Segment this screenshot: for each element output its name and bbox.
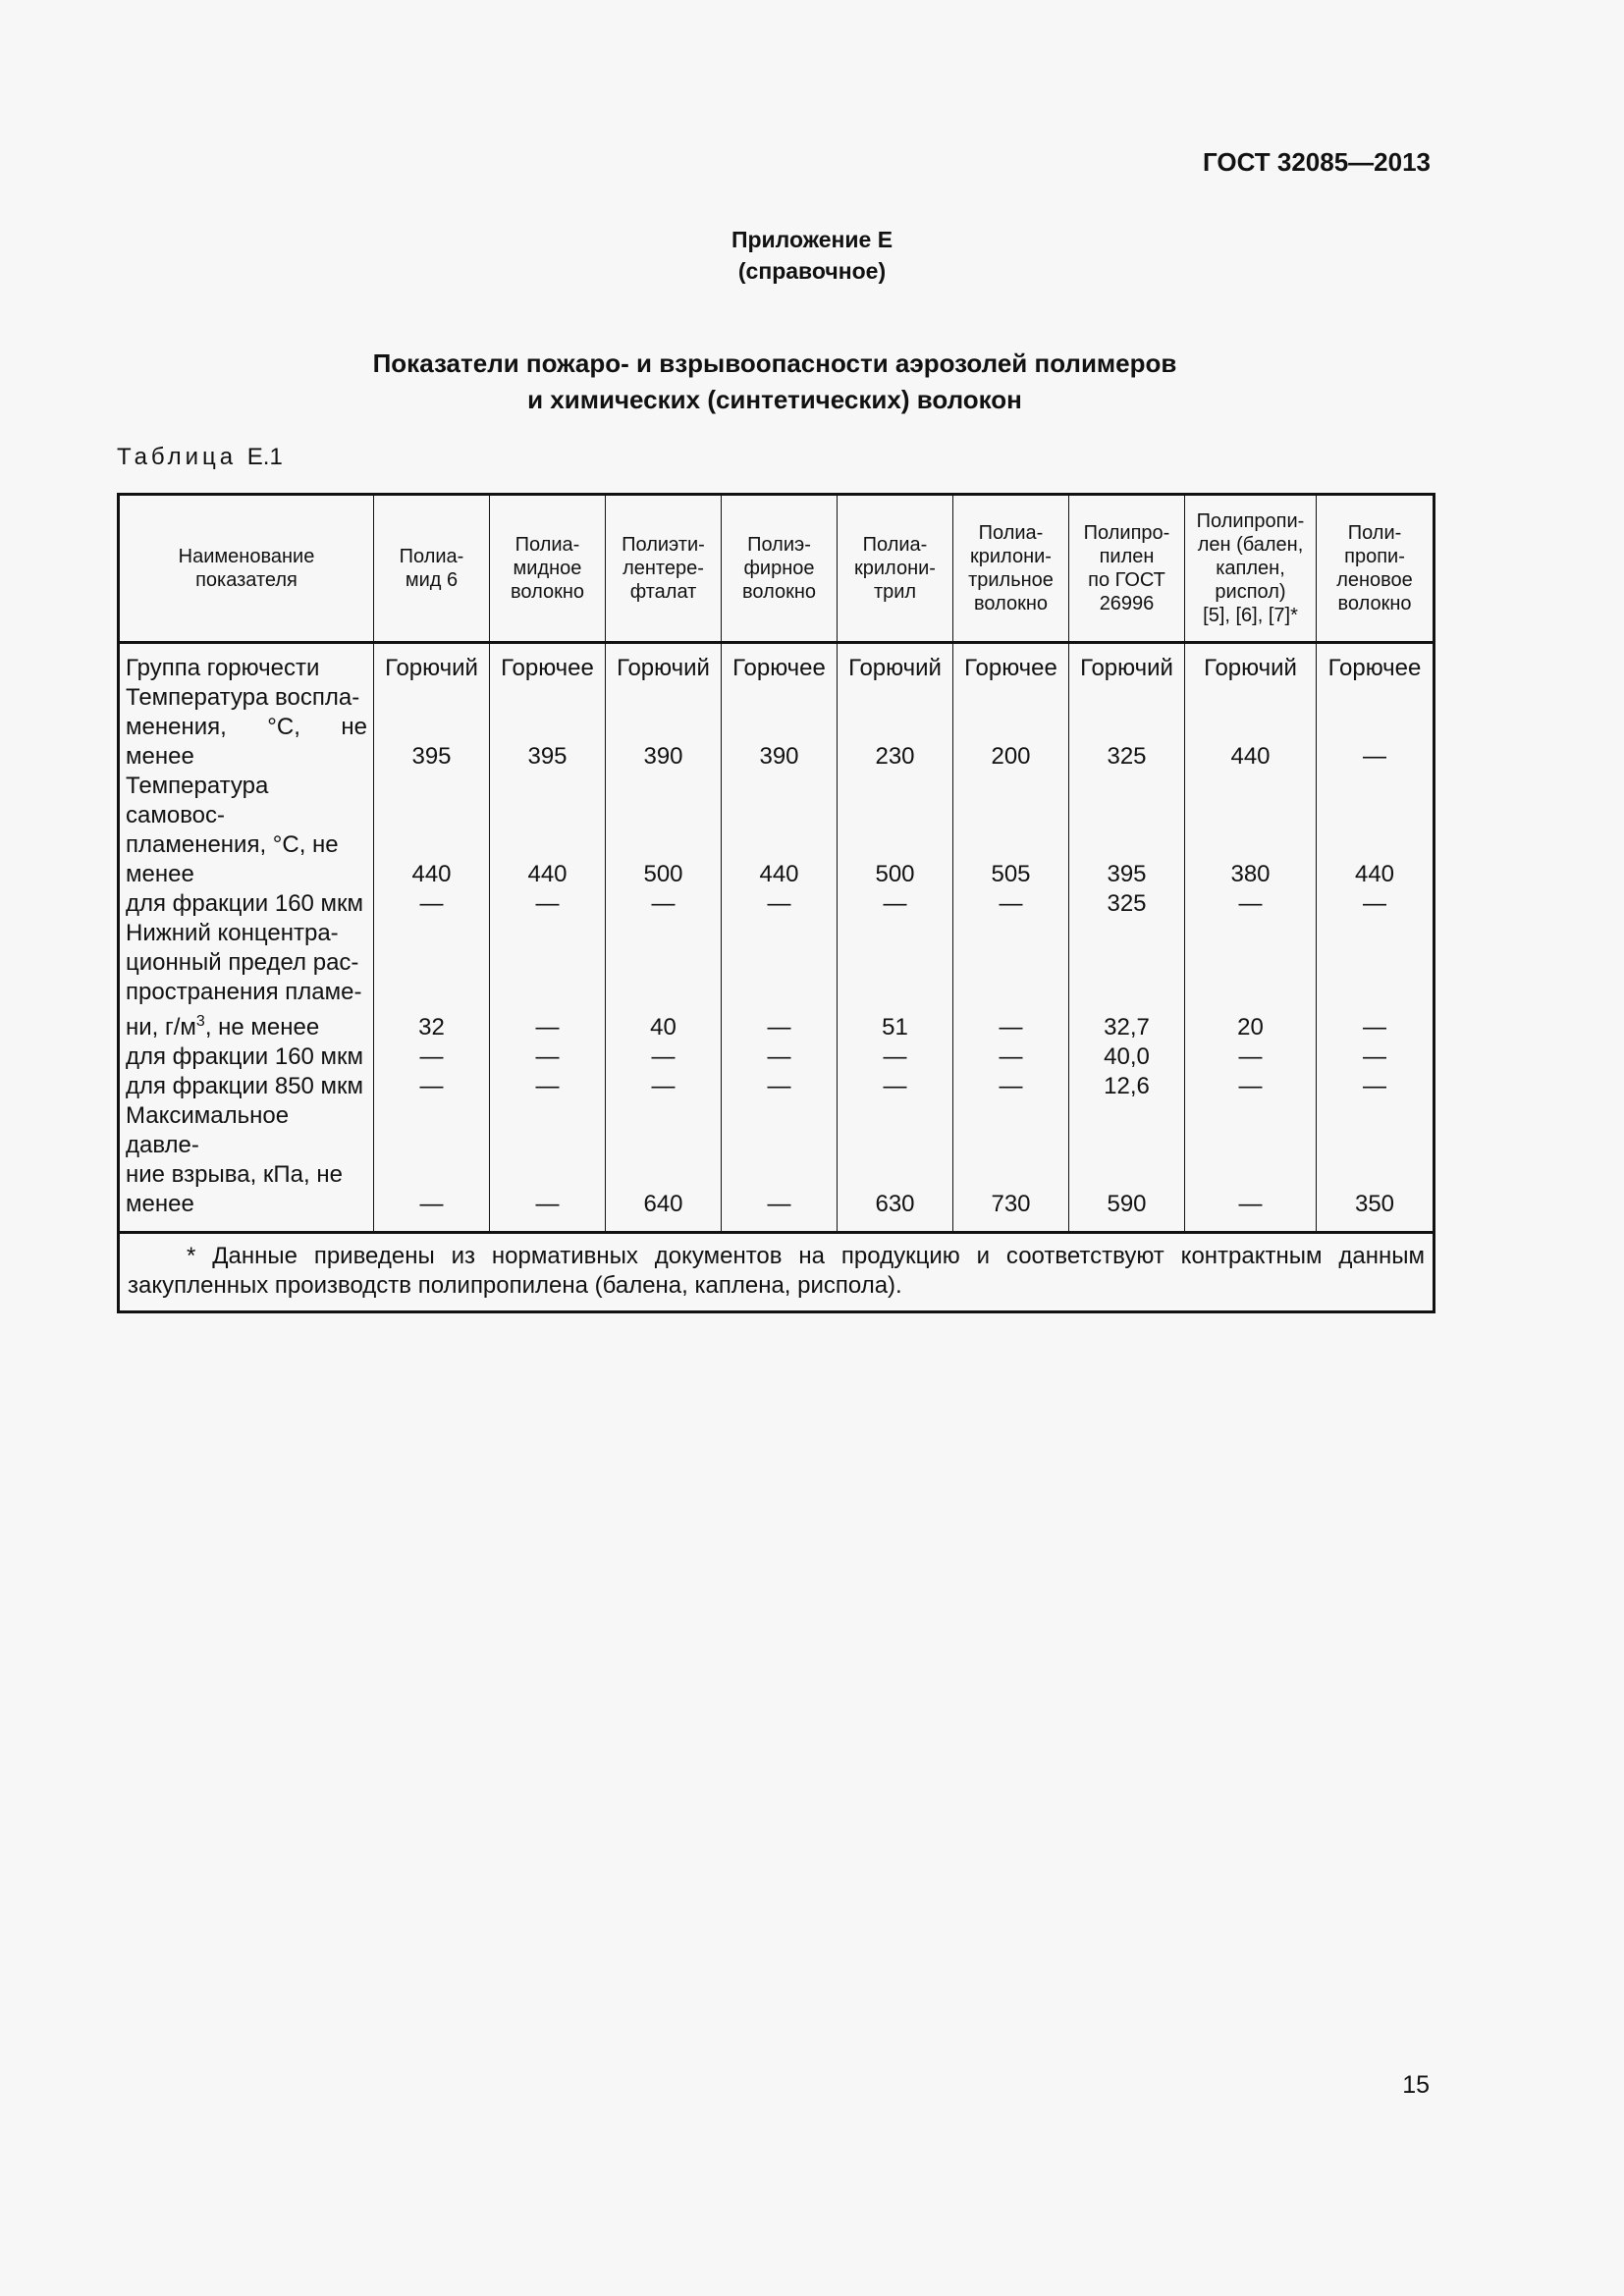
table-caption [117, 444, 283, 471]
column-header-line: Полипро- [1083, 522, 1170, 544]
annex-heading [0, 224, 1624, 287]
row-label-line [126, 1007, 367, 1042]
table-cell: — [490, 919, 606, 1042]
table-cell: 40,0 [1069, 1042, 1185, 1072]
column-header-line: мидное [513, 558, 582, 579]
indicators-table [117, 493, 1435, 1313]
column-header-line: пропи- [1344, 546, 1405, 567]
table-cell: — [1317, 1042, 1435, 1072]
table-cell: Горючий [374, 643, 490, 684]
table-cell: 230 [838, 683, 953, 772]
table-cell: 590 [1069, 1101, 1185, 1233]
table-cell: 395 [490, 683, 606, 772]
row-label-line: менения, °С, не менее [126, 714, 367, 770]
table-cell: — [722, 919, 838, 1042]
table-cell: Горючий [606, 643, 722, 684]
row-label-unit: ни, г/м [126, 1014, 196, 1041]
row-label [119, 683, 374, 772]
table-row [119, 1042, 1435, 1072]
table-cell: 500 [606, 772, 722, 889]
document-title-line-2: и химических (синтетических) волокон [527, 385, 1022, 414]
table-footnote: * Данные приведены из нормативных документов на продукцию и соответствуют контрактным данным закупленных производств полипропилена (балена, каплена, риспола). [119, 1233, 1435, 1312]
table-cell: — [838, 889, 953, 919]
table-cell: — [953, 919, 1069, 1042]
column-header-line: показателя [195, 569, 298, 591]
table-cell: 40 [606, 919, 722, 1042]
table-cell: Горючее [490, 643, 606, 684]
column-header-material [722, 495, 838, 643]
table-cell: Горючий [1185, 643, 1317, 684]
table-cell: — [953, 1042, 1069, 1072]
table-row [119, 683, 1435, 772]
column-header-line: Поли- [1347, 522, 1402, 544]
table-cell: — [1317, 889, 1435, 919]
row-label-line: ние взрыва, кПа, не [126, 1161, 343, 1188]
table-cell: 390 [722, 683, 838, 772]
table-cell: 380 [1185, 772, 1317, 889]
table-cell: 440 [1185, 683, 1317, 772]
table-cell: 500 [838, 772, 953, 889]
column-header-line: фирное [743, 558, 815, 579]
table-cell: — [490, 1072, 606, 1101]
row-label-suffix: , не менее [204, 1014, 320, 1041]
table-cell: — [374, 1042, 490, 1072]
column-header-material [606, 495, 722, 643]
column-header-line: мид 6 [405, 569, 459, 591]
table-cell: 440 [490, 772, 606, 889]
row-label-superscript: 3 [195, 1013, 205, 1030]
column-header-line: лентере- [623, 558, 704, 579]
table-cell: — [1185, 1042, 1317, 1072]
column-header-line: Полиа- [978, 522, 1044, 544]
column-header-line: волокно [1337, 593, 1412, 614]
table-cell: Горючее [1317, 643, 1435, 684]
table-cell: 200 [953, 683, 1069, 772]
table-cell: — [490, 1042, 606, 1072]
column-header-line: крилони- [854, 558, 936, 579]
column-header-material [838, 495, 953, 643]
column-header-material [1185, 495, 1317, 643]
column-header-line: каплен, [1216, 558, 1285, 579]
row-label-line: для фракции 160 мкм [126, 1043, 364, 1070]
table-cell: Горючее [722, 643, 838, 684]
document-title-line-1: Показатели пожаро- и взрывоопасности аэрозолей полимеров [372, 348, 1177, 378]
table-cell: 32 [374, 919, 490, 1042]
column-header-material [1317, 495, 1435, 643]
table-row [119, 1101, 1435, 1233]
column-header-line: Полиа- [514, 534, 580, 556]
table-cell: — [722, 1101, 838, 1233]
table-cell: 440 [1317, 772, 1435, 889]
column-header-line: Полипропи- [1196, 510, 1305, 532]
table-cell: — [1317, 1072, 1435, 1101]
column-header-line: Полиэ- [747, 534, 811, 556]
table-cell: 32,7 [1069, 919, 1185, 1042]
column-header-line: 26996 [1099, 593, 1155, 614]
table-cell: — [1317, 919, 1435, 1042]
row-label-line: пространения пламе- [126, 979, 362, 1005]
column-header-line: Полиа- [399, 546, 464, 567]
table-cell: — [606, 1042, 722, 1072]
table-cell: 395 [1069, 772, 1185, 889]
column-header-line: крилони- [970, 546, 1052, 567]
table-cell: 325 [1069, 889, 1185, 919]
column-header-material [490, 495, 606, 643]
column-header-line: лен (бален, [1197, 534, 1304, 556]
column-header-indicator [119, 495, 374, 643]
row-label-line: менее [126, 1191, 194, 1217]
table-cell: 51 [838, 919, 953, 1042]
table-cell: — [722, 889, 838, 919]
table-cell: 325 [1069, 683, 1185, 772]
table-cell: — [1185, 1101, 1317, 1233]
row-label [119, 1072, 374, 1101]
column-header-line: [5], [6], [7]* [1203, 605, 1298, 626]
table-caption-word: Таблица [117, 444, 238, 470]
row-label-line: Максимальное давле- [126, 1102, 290, 1158]
table-row [119, 889, 1435, 919]
table-cell: — [374, 1101, 490, 1233]
table-cell: 505 [953, 772, 1069, 889]
table-cell: 350 [1317, 1101, 1435, 1233]
table-row [119, 772, 1435, 889]
column-header-line: фталат [629, 581, 697, 603]
row-label [119, 1101, 374, 1233]
table-cell: — [838, 1042, 953, 1072]
table-cell: Горючий [1069, 643, 1185, 684]
row-label [119, 772, 374, 889]
page-number: 15 [1402, 2071, 1430, 2099]
table-footnote-row [119, 1233, 1435, 1312]
table-cell: 12,6 [1069, 1072, 1185, 1101]
column-header-line: трил [873, 581, 917, 603]
table-cell: — [722, 1042, 838, 1072]
row-label-line: Температура воспла- [126, 684, 360, 711]
table-header-row [119, 495, 1435, 643]
column-header-line: риспол) [1215, 581, 1286, 603]
table-cell: 730 [953, 1101, 1069, 1233]
table-row [119, 1072, 1435, 1101]
row-label-line: Температура самовос- [126, 773, 269, 828]
column-header-line: Полиэти- [622, 534, 705, 556]
table-caption-number: Е.1 [246, 444, 283, 470]
table-body [119, 643, 1435, 1233]
column-header-material [953, 495, 1069, 643]
column-header-line: трильное [968, 569, 1054, 591]
row-label [119, 1042, 374, 1072]
row-label-line: Нижний концентра- [126, 920, 339, 946]
table-cell: — [374, 1072, 490, 1101]
table-cell: — [490, 889, 606, 919]
annex-subtitle: (справочное) [737, 258, 887, 284]
row-label [119, 889, 374, 919]
table-cell: Горючее [953, 643, 1069, 684]
row-label-line: менее [126, 861, 194, 887]
column-header-line: леновое [1336, 569, 1413, 591]
table-cell: — [953, 1072, 1069, 1101]
column-header-line: по ГОСТ [1088, 569, 1165, 591]
column-header-material [1069, 495, 1185, 643]
table-cell: 20 [1185, 919, 1317, 1042]
row-label-line: для фракции 850 мкм [126, 1073, 364, 1099]
table-cell: — [1185, 1072, 1317, 1101]
column-header-line: волокно [741, 581, 817, 603]
table-cell: — [606, 1072, 722, 1101]
table-cell: 440 [374, 772, 490, 889]
table-cell: — [606, 889, 722, 919]
table-cell: 440 [722, 772, 838, 889]
column-header-line: волокно [973, 593, 1049, 614]
row-label-line: ционный предел рас- [126, 949, 359, 976]
table-cell: — [374, 889, 490, 919]
table-cell: 395 [374, 683, 490, 772]
column-header-material [374, 495, 490, 643]
column-header-line: Наименование [178, 546, 315, 567]
column-header-line: волокно [510, 581, 585, 603]
table-cell: 640 [606, 1101, 722, 1233]
table-cell: — [838, 1072, 953, 1101]
table-cell: — [490, 1101, 606, 1233]
column-header-line: Полиа- [862, 534, 928, 556]
table-row [119, 643, 1435, 684]
table-cell: — [722, 1072, 838, 1101]
row-label [119, 919, 374, 1042]
table-cell: — [1317, 683, 1435, 772]
table-cell: — [1185, 889, 1317, 919]
document-title [0, 346, 1549, 418]
annex-title: Приложение Е [731, 227, 893, 252]
table-row [119, 919, 1435, 1042]
row-label-line: Группа горючести [126, 655, 320, 681]
table-cell: 630 [838, 1101, 953, 1233]
table-cell: 390 [606, 683, 722, 772]
row-label-line: для фракции 160 мкм [126, 890, 364, 917]
column-header-line: пилен [1099, 546, 1155, 567]
row-label [119, 643, 374, 684]
table-cell: — [953, 889, 1069, 919]
standard-code: ГОСТ 32085—2013 [1203, 147, 1431, 177]
row-label-line: пламенения, °С, не [126, 831, 339, 858]
table-cell: Горючий [838, 643, 953, 684]
